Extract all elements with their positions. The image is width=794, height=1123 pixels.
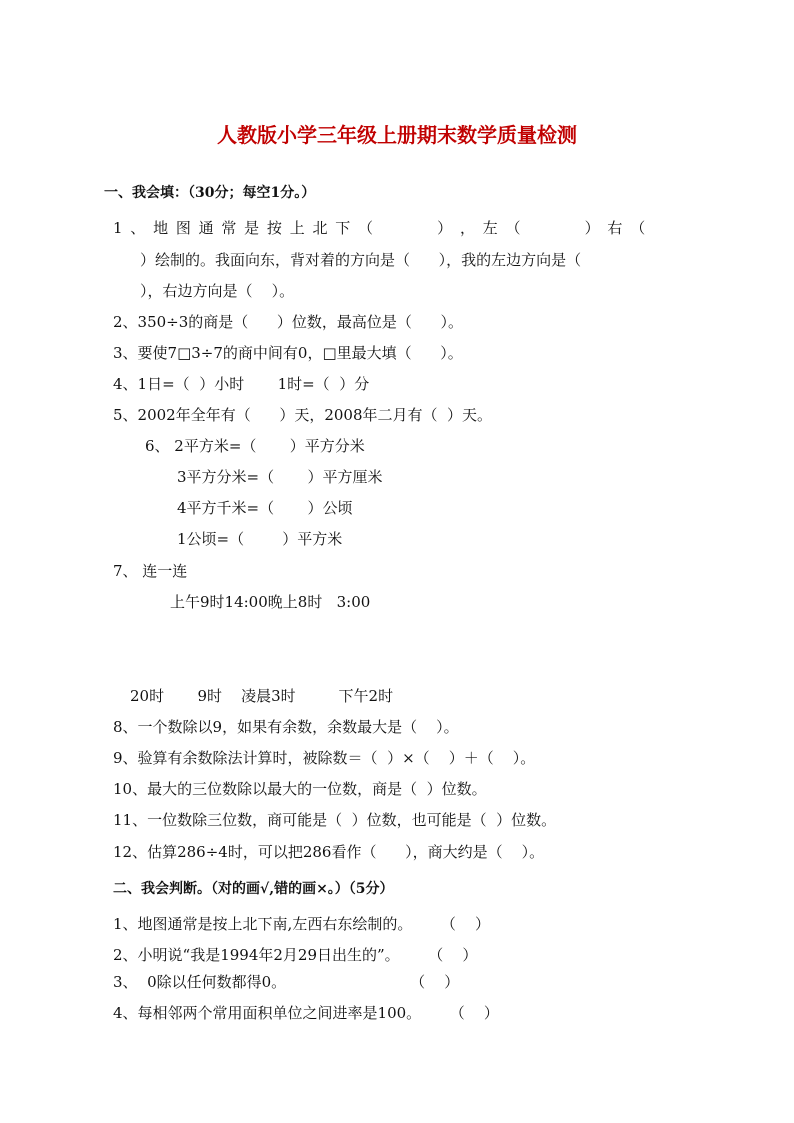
question-6-line-1: 6、 2平方米=（ ）平方分米 — [145, 437, 365, 455]
section-heading-judge: 二、我会判断。（对的画√,错的画×。）（5分） — [113, 881, 394, 897]
question-7-bottom-row: 20时 9时 凌晨3时 下午2时 — [130, 687, 394, 705]
question-7-top-row: 上午9时14:00晚上8时 3:00 — [170, 593, 371, 611]
judge-item-3: 3、 0除以任何数都得0。 （ ） — [113, 973, 460, 991]
judge-item-1: 1、地图通常是按上北下南,左西右东绘制的。 （ ） — [113, 915, 490, 933]
question-4: 4、1日=（ ）小时 1时=（ ）分 — [113, 375, 370, 393]
question-5: 5、2002年全年有（ ）天，2008年二月有（ ）天。 — [113, 406, 493, 424]
question-1-line-3: ），右边方向是（ ）。 — [140, 282, 295, 300]
question-7-label: 7、 连一连 — [113, 562, 188, 580]
question-2: 2、350÷3的商是（ ）位数，最高位是（ ）。 — [113, 313, 464, 331]
judge-item-2: 2、小明说“我是1994年2月29日出生的”。 （ ） — [113, 946, 478, 964]
question-1-line-1: 1 、 地 图 通 常 是 按 上 北 下 （ ） ， 左 （ ） 右 （ — [113, 219, 647, 237]
question-6-line-4: 1公顷=（ ）平方米 — [177, 530, 343, 548]
judge-item-4: 4、每相邻两个常用面积单位之间进率是100。 （ ） — [113, 1004, 499, 1022]
question-9: 9、验算有余数除法计算时，被除数＝（ ）×（ ）＋（ ）。 — [113, 749, 536, 767]
question-6-line-2: 3平方分米=（ ）平方厘米 — [177, 468, 383, 486]
question-12: 12、估算286÷4时，可以把286看作（ ），商大约是（ ）。 — [113, 843, 545, 861]
question-6-line-3: 4平方千米=（ ）公顷 — [177, 499, 353, 517]
page-title: 人教版小学三年级上册期末数学质量检测 — [217, 123, 577, 147]
question-10: 10、最大的三位数除以最大的一位数，商是（ ）位数。 — [113, 780, 487, 798]
question-3: 3、要使7□3÷7的商中间有0，□里最大填（ ）。 — [113, 344, 463, 362]
section-heading-fill-in: 一、我会填：（30分；每空1分。） — [104, 185, 316, 201]
question-11: 11、一位数除三位数，商可能是（ ）位数，也可能是（ ）位数。 — [113, 811, 557, 829]
question-1-line-2: ）绘制的。我面向东，背对着的方向是（ ），我的左边方向是（ — [140, 251, 582, 269]
question-8: 8、一个数除以9，如果有余数，余数最大是（ ）。 — [113, 718, 459, 736]
